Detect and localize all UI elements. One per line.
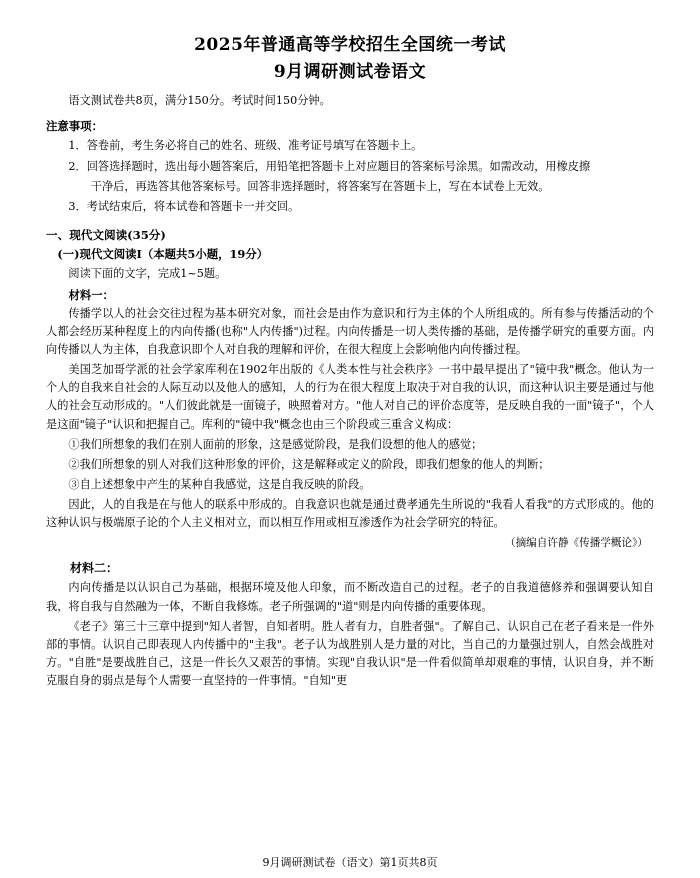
material-one-label: 材料一：: [68, 287, 114, 302]
material-one-paragraph: 美国芝加哥学派的社会学家库利在1902年出版的《人类本性与社会秩序》一书中最早提出了"镜中我"概念。他认为一个人的自我来自社会的人际互动以及他人的感知，人的行为在很大程度上取决于对自我的认识，而这种认识主要是通过与他人的社会互动形成的。"人们彼此就是一面镜子，映照着对方。"他人对自己的评价态度等，是反映自我的一面"镜子"，个人是这面"镜子"认识和把握自己。库利的"镜中我"概念也由三个阶段或三重含义构成：: [46, 363, 654, 431]
material-two-paragraph: 内向传播是以认识自己为基础，根据环境及他人印象，而不断改造自己的过程。老子的自我道德修养和强调要认知自我，将自我与自然融为一体，不断自我修炼。老子所强调的"道"则是内向传播的重要体现。: [46, 581, 654, 613]
notice-item: 2．回答选择题时，选出每小题答案后，用铅笔把答题卡上对应题目的答案标号涂黑。如需改动，用橡皮擦: [68, 159, 591, 173]
material-two-label: 材料二：: [70, 561, 119, 576]
notice-item: 干净后，再选答其他答案标号。回答非选择题时，将答案写在答题卡上，写在本试卷上无效。: [90, 179, 550, 193]
page-footer: 9月调研测试卷（语文）第1页共8页: [262, 856, 438, 869]
material-one-paragraph: ②我们所想象的别人对我们这种形象的评价，这是解释或定义的阶段，即我们想象的他人的判断；: [68, 457, 550, 471]
material-one-paragraph: 因此，人的自我是在与他人的联系中形成的。自我意识也就是通过费孝通先生所说的"我看人看我"的方式形成的。他的这种认识与极端原子论的个人主义相对立，而以相互作用或相互渗透作为社会学研究的特征。: [46, 498, 654, 530]
subsection-heading: (一)现代文阅读I（本题共5小题，19分）: [57, 246, 269, 261]
material-one-paragraph: 传播学以人的社会交往过程为基本研究对象，而社会是由作为意识和行为主体的个人所组成的。所有参与传播活动的个人都会经历某种程度上的内向传播(也称"人内传播")过程。内向传播是一切人类传播的基础，是传播学研究的重要方面。内向传播以人为主体，自我意识即个人对自我的理解和评价，在很大程度上会影响他内向传播过程。: [46, 306, 654, 356]
material-two-paragraph: 《老子》第三十三章中提到"知人者智，自知者明。胜人者有力，自胜者强"。了解自己、认识自己在老子看来是一件外部的事情。认识自己即表现人内传播中的"主我"。老子认为战胜别人是力量的对比，当自己的力量强过别人，自然会战胜对方。"自胜"是要战胜自己，这是一件长久又艰苦的事情。实现"自我认识"是一件看似简单却艰难的事情，认识自身，并不断克服自身的弱点是每个人需要一直坚持的一件事情。"自知"更: [46, 619, 654, 688]
notice-item: 3．考试结束后，将本试卷和答题卡一并交回。: [68, 200, 300, 214]
notice-item: 1．答卷前，考生务必将自己的姓名、班级、准考证号填写在答题卡上。: [68, 139, 423, 153]
material-one-paragraph: ①我们所想象的我们在别人面前的形象，这是感觉阶段，是我们设想的他人的感觉；: [68, 437, 483, 451]
material-one-paragraph: ③自上述想象中产生的某种自我感觉，这是自我反映的阶段。: [68, 477, 371, 491]
reading-instruction: 阅读下面的文字，完成1~5题。: [68, 266, 227, 280]
notice-heading: 注意事项：: [46, 119, 103, 134]
page-title-line2: 9月调研测试卷语文: [273, 62, 427, 82]
page-title-line1: 2025年普通高等学校招生全国统一考试: [194, 35, 506, 55]
exam-info: 语文测试卷共8页，满分150分。考试时间150分钟。: [68, 94, 331, 107]
section-heading: 一、现代文阅读(35分): [46, 227, 166, 242]
material-one-source: （摘编自许静《传播学概论》）: [504, 537, 648, 550]
